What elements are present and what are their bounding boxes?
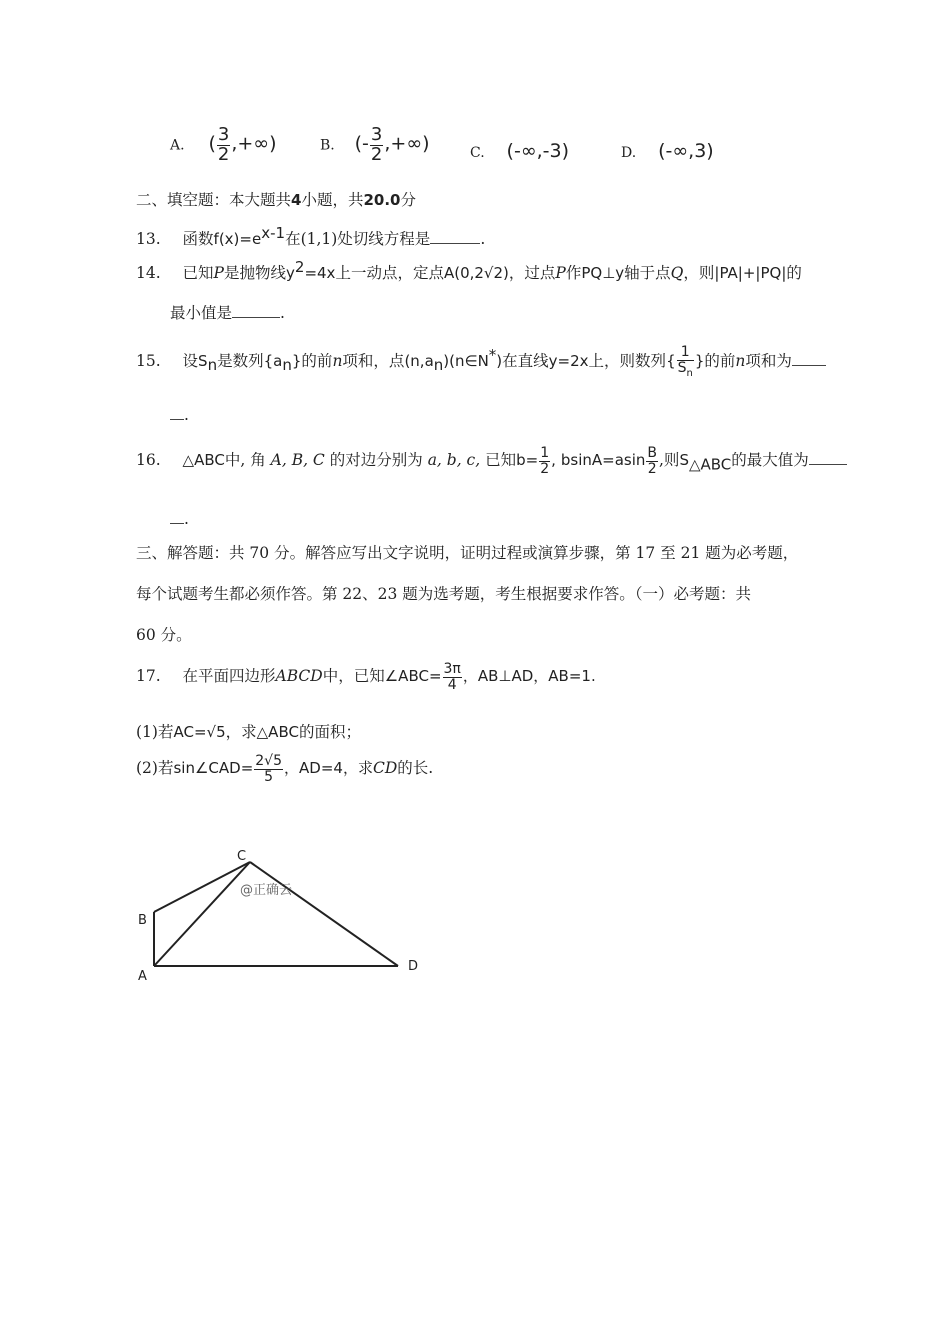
fraction: $\frac{3\pi}{4}$ <box>443 661 461 693</box>
section-3-line-3: 60 分。 <box>136 626 192 644</box>
fraction: $\frac{2√5}{5}$ <box>255 753 283 785</box>
question-16: 16. △ABC中, 角 A, B, C 的对边分别为 a, b, c, 已知b= $\frac{1}{2}$ , bsinA=asin $\frac{B}{2}$ ,则$S_{\triangle ABC}$的最大值为 <box>136 446 847 476</box>
watermark: @正确云 <box>240 883 293 898</box>
option-a: A. ( $\frac{3}{2}$ ,+∞) <box>170 124 277 165</box>
label-a: A <box>138 969 147 984</box>
option-c-label: C. <box>470 145 485 161</box>
answer-blank[interactable] <box>430 242 480 244</box>
option-c <box>470 140 569 162</box>
section-2-heading: 二、填空题：本大题共4小题，共20.0分 <box>136 191 416 209</box>
question-number: 14. <box>136 264 161 283</box>
question-14-line-2: 最小值是 . <box>170 304 285 322</box>
question-16-line-2: . <box>170 510 189 528</box>
option-b: B. (- $\frac{3}{2}$ ,+∞) <box>320 124 430 165</box>
option-b-label: B. <box>320 137 335 154</box>
option-d-value: (-∞,3) <box>658 140 714 162</box>
option-a-label: A. <box>170 137 185 154</box>
question-15-line-2: . <box>170 406 189 424</box>
edge-cd <box>250 862 398 966</box>
fraction: $\frac{B}{2}$ <box>647 445 657 477</box>
edge-ac <box>154 862 250 966</box>
question-17-part-2: (2)若sin∠CAD= $\frac{2√5}{5}$ ，AD=4，求CD的长. <box>136 753 434 785</box>
fraction: $\frac{1}{S_n}$ <box>677 344 693 379</box>
option-d <box>621 140 714 162</box>
question-13: 13. 函数$f(x)=e^{x-1}$在(1,1)处切线方程是 . <box>136 224 486 249</box>
answer-blank[interactable] <box>232 316 280 318</box>
question-15: 15. 设$S_n$是数列$\{a_n\}$的前n项和，点$(n,a_n)(n\in N^*)$在直线y=2x上，则数列{ $\frac{1}{S_n}$ }的前n项和为 <box>136 345 826 379</box>
answer-blank-continued[interactable] <box>170 418 184 420</box>
answer-blank[interactable] <box>809 463 847 465</box>
label-c: C <box>237 849 247 864</box>
section-3-line-2: 每个试题考生都必须作答。第 22、23 题为选考题，考生根据要求作答。（一）必考题：共 <box>136 585 752 603</box>
question-17-part-1: (1)若AC=√5，求△ABC的面积； <box>136 723 361 741</box>
question-14: 14. 已知P是抛物线$y^2=4x$上一动点，定点A(0,2√2)，过点P作PQ⊥y轴于点Q，则|PA|+|PQ|的 <box>136 258 802 283</box>
edge-bc <box>154 862 250 912</box>
question-number: 17. <box>136 667 161 686</box>
option-c-value: (-∞,-3) <box>506 140 570 162</box>
option-d-label: D. <box>621 145 637 161</box>
answer-blank[interactable] <box>792 364 826 366</box>
label-d: D <box>408 959 419 974</box>
question-number: 16. <box>136 451 161 470</box>
label-b: B <box>138 913 147 928</box>
fraction: $\frac{1}{2}$ <box>540 445 550 477</box>
option-a-fraction: $\frac{3}{2}$ <box>217 124 230 165</box>
option-b-fraction: $\frac{3}{2}$ <box>370 124 383 165</box>
question-number: 15. <box>136 352 161 370</box>
question-17: 17. 在平面四边形ABCD中，已知∠ABC= $\frac{3\pi}{4}$ ，AB⊥AD，AB=1. <box>136 661 596 693</box>
question-number: 13. <box>136 230 161 249</box>
quadrilateral-figure <box>130 840 430 990</box>
section-3-heading: 三、解答题：共 70 分。解答应写出文字说明，证明过程或演算步骤，第 17 至 21 题为必考题， <box>136 544 799 562</box>
answer-blank-continued[interactable] <box>170 522 184 524</box>
